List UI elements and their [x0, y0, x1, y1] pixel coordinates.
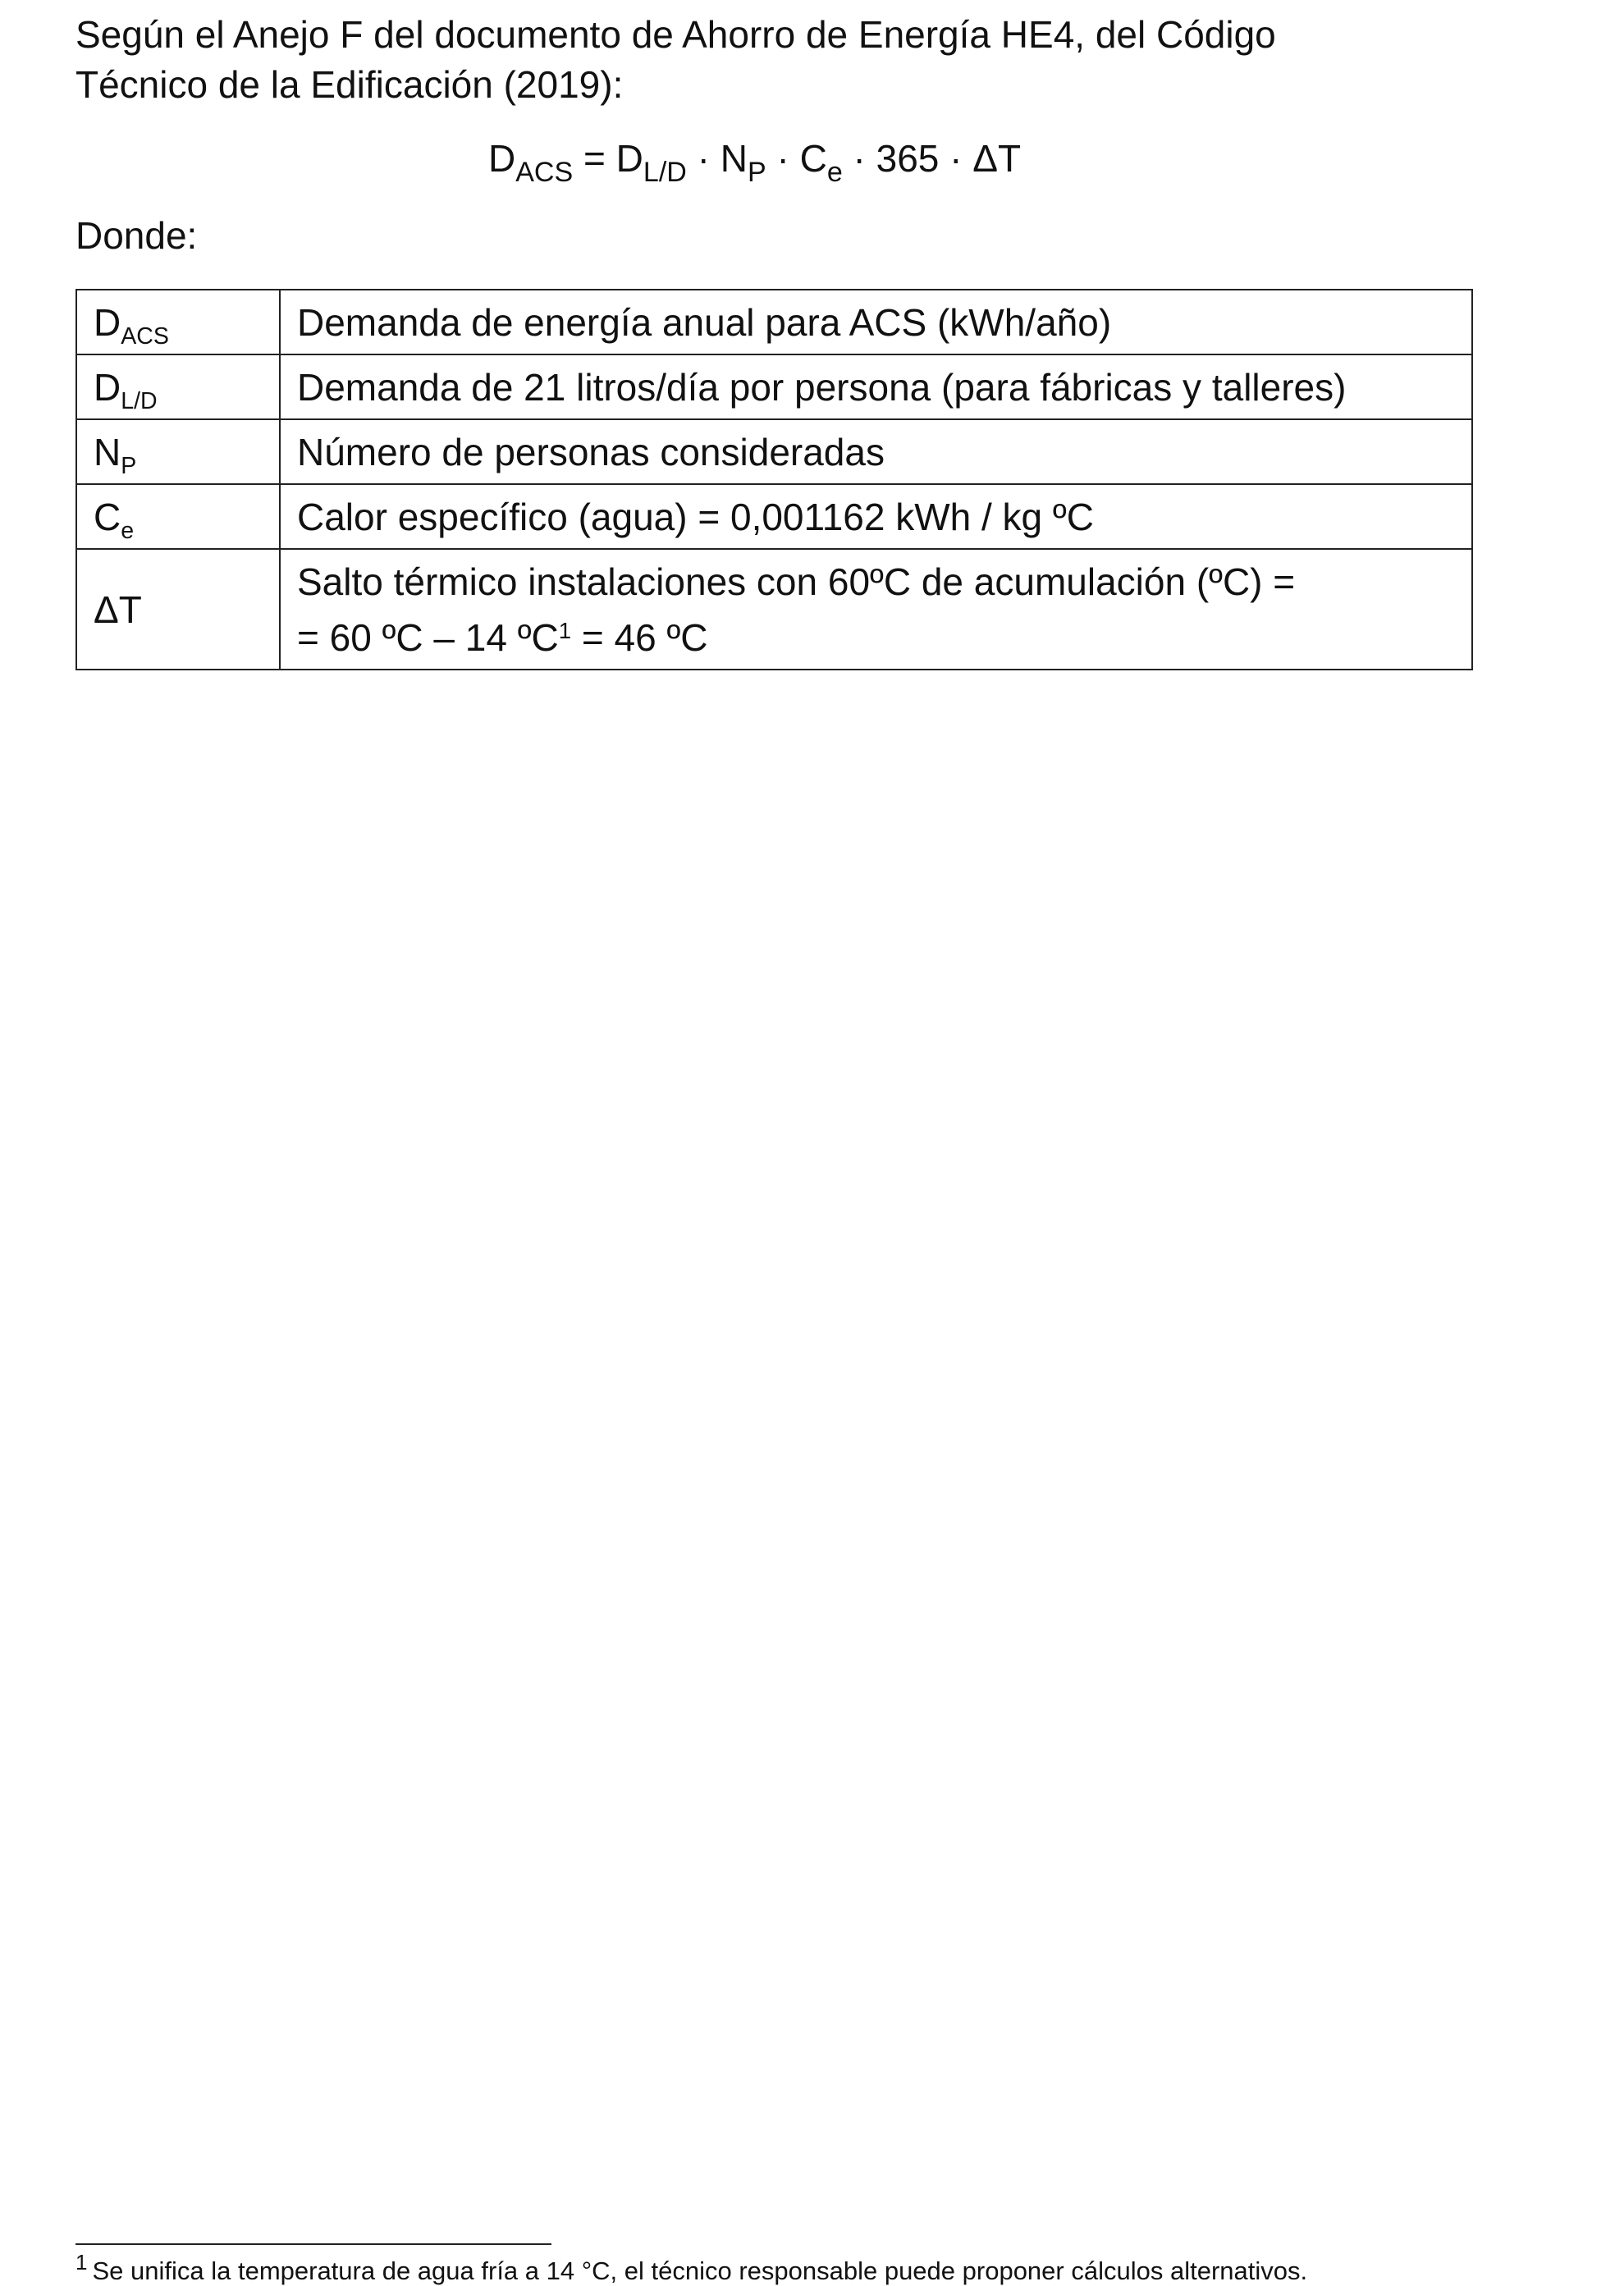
formula-term3-base: C: [799, 137, 827, 180]
formula-term2-base: N: [720, 137, 748, 180]
formula-tail: · 365 · ΔT: [842, 137, 1022, 180]
footnote-separator: [75, 2243, 551, 2245]
symbol-base: N: [94, 430, 121, 473]
description-cell: Demanda de energía anual para ACS (kWh/año): [280, 290, 1472, 354]
formula-term1-sub: L/D: [643, 156, 687, 188]
description-cell: Demanda de 21 litros/día por persona (para fábricas y talleres): [280, 354, 1472, 419]
symbol-cell: [76, 290, 280, 354]
description-cell: [280, 549, 1472, 670]
formula-lhs-base: D: [488, 137, 516, 180]
footnote-reference: 1: [558, 617, 572, 643]
formula-operator: ·: [686, 137, 721, 180]
symbol-cell: [76, 419, 280, 484]
formula-term3-sub: e: [826, 156, 843, 188]
formula-operator: ·: [766, 137, 800, 180]
description-cell: Número de personas consideradas: [280, 419, 1472, 484]
table-row: [76, 549, 1472, 670]
description-line: Salto térmico instalaciones con 60ºC de acumulación (ºC) =: [297, 560, 1296, 603]
symbol-base: C: [94, 495, 121, 538]
description-cell: Calor específico (agua) = 0,001162 kWh / kg ºC: [280, 484, 1472, 549]
table-row: [76, 290, 1472, 354]
symbol-base: D: [94, 300, 121, 344]
footnote: [75, 2250, 1308, 2286]
symbol-sub: ACS: [121, 322, 169, 350]
formula-term1-base: D: [615, 137, 643, 180]
formula: [488, 134, 1022, 188]
footnote-mark: 1: [75, 2250, 88, 2275]
formula-equals: =: [573, 137, 616, 180]
table-row: [76, 484, 1472, 549]
symbol-sub: e: [121, 517, 135, 544]
formula-lhs-sub: ACS: [515, 156, 574, 188]
table-row: [76, 419, 1472, 484]
description-text: = 46 ºC: [571, 615, 708, 659]
intro-paragraph: Según el Anejo F del documento de Ahorro de Energía HE4, del Código Técnico de la Edificación (2019):: [75, 13, 1276, 106]
symbol-base: D: [94, 365, 121, 409]
symbol-cell: [76, 484, 280, 549]
symbol-base: ΔT: [94, 588, 142, 631]
description-text: = 60 ºC – 14 ºC: [297, 615, 559, 659]
definitions-table: [75, 289, 1473, 670]
symbol-sub: L/D: [121, 387, 158, 414]
formula-term2-sub: P: [747, 156, 766, 188]
donde-label: Donde:: [75, 214, 198, 257]
footnote-text: Se unifica la temperatura de agua fría a 14 °C, el técnico responsable puede proponer cálculos alternativos.: [92, 2256, 1308, 2285]
description-line: [297, 610, 1455, 665]
symbol-cell: [76, 354, 280, 419]
table-row: [76, 354, 1472, 419]
symbol-sub: P: [121, 452, 137, 479]
symbol-cell: [76, 549, 280, 670]
